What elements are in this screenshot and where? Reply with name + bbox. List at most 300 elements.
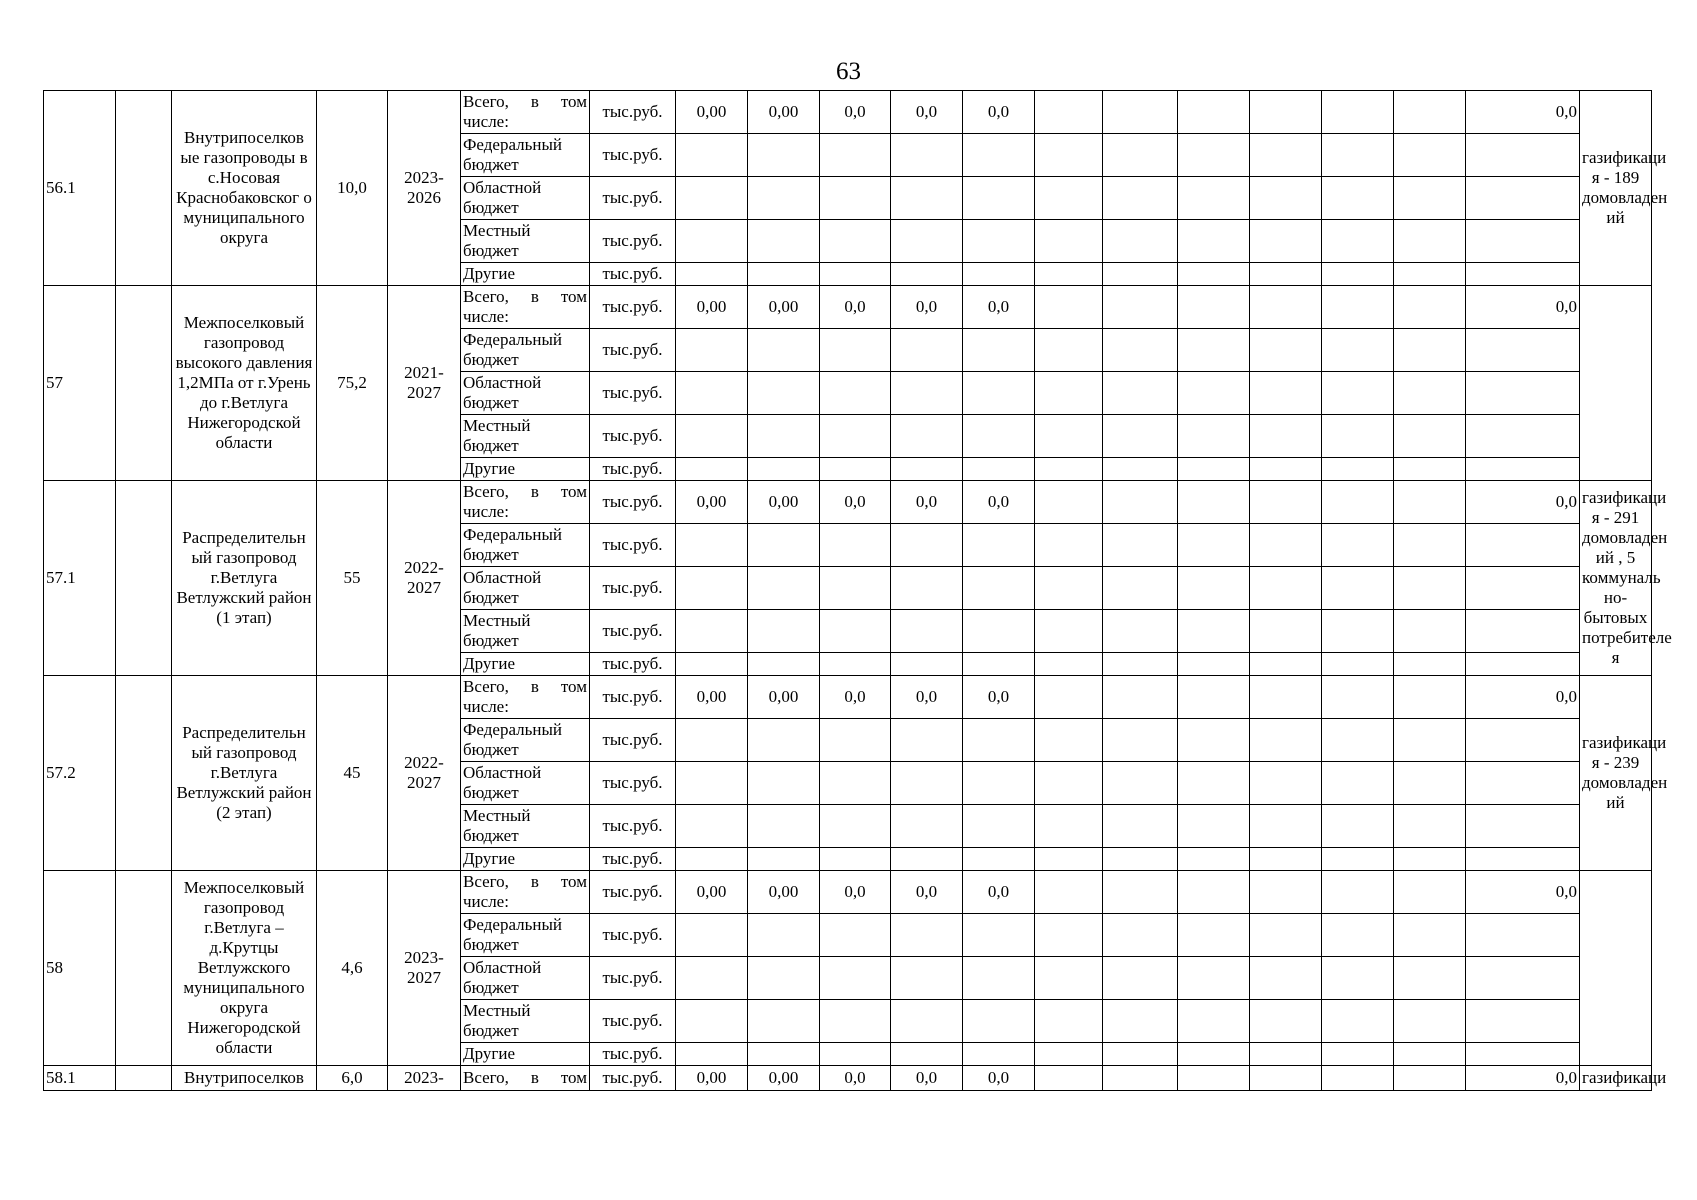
source-other: Другие bbox=[461, 458, 590, 481]
source-total-word: Всего, bbox=[463, 872, 509, 891]
total-value: 0,00 bbox=[676, 286, 748, 329]
empty-cell bbox=[891, 567, 963, 610]
empty-cell bbox=[1035, 610, 1103, 653]
empty-cell bbox=[1394, 653, 1466, 676]
unit-cell: тыс.руб. bbox=[590, 914, 676, 957]
length-value: 75,2 bbox=[317, 286, 388, 481]
source-local: Местный бюджет bbox=[461, 1000, 590, 1043]
empty-cell bbox=[676, 957, 748, 1000]
source-total-line2: числе: bbox=[463, 892, 509, 911]
empty-cell bbox=[820, 610, 891, 653]
empty-cell bbox=[676, 567, 748, 610]
table-row bbox=[44, 481, 1652, 524]
empty-cell bbox=[891, 177, 963, 220]
empty-cell bbox=[1103, 91, 1178, 134]
unit-cell: тыс.руб. bbox=[590, 134, 676, 177]
empty-cell bbox=[1394, 914, 1466, 957]
empty-cell bbox=[891, 762, 963, 805]
source-total-word: в bbox=[530, 1068, 539, 1087]
empty-cell bbox=[1103, 871, 1178, 914]
empty-cell bbox=[748, 610, 820, 653]
empty-cell bbox=[1250, 481, 1322, 524]
source-regional: Областной бюджет bbox=[461, 372, 590, 415]
table-row bbox=[44, 676, 1652, 719]
empty-cell bbox=[1322, 372, 1394, 415]
empty-cell bbox=[1322, 653, 1394, 676]
empty-cell bbox=[820, 458, 891, 481]
source-total-word: в bbox=[530, 482, 539, 501]
empty-cell bbox=[1035, 1066, 1103, 1091]
result-note: газификаци я - 189 домовладен ий bbox=[1580, 91, 1652, 286]
empty-cell bbox=[1394, 567, 1466, 610]
empty-cell bbox=[891, 458, 963, 481]
empty-cell bbox=[963, 263, 1035, 286]
empty-cell bbox=[1035, 91, 1103, 134]
empty-cell bbox=[1322, 914, 1394, 957]
empty-cell bbox=[1394, 871, 1466, 914]
source-total-word: в bbox=[530, 677, 539, 696]
empty-cell bbox=[1466, 914, 1580, 957]
unit-cell: тыс.руб. bbox=[590, 177, 676, 220]
unit-cell: тыс.руб. bbox=[590, 762, 676, 805]
empty-cell bbox=[748, 1043, 820, 1066]
empty-cell bbox=[1466, 458, 1580, 481]
source-total-word: том bbox=[560, 92, 587, 111]
empty-cell bbox=[1103, 286, 1178, 329]
unit-cell: тыс.руб. bbox=[590, 567, 676, 610]
source-local: Местный бюджет bbox=[461, 610, 590, 653]
empty-cell bbox=[963, 914, 1035, 957]
source-regional: Областной бюджет bbox=[461, 762, 590, 805]
sum-value: 0,0 bbox=[1466, 871, 1580, 914]
empty-cell bbox=[891, 263, 963, 286]
empty-cell bbox=[1466, 719, 1580, 762]
empty-cell bbox=[748, 848, 820, 871]
empty-cell bbox=[1103, 220, 1178, 263]
total-value: 0,00 bbox=[748, 871, 820, 914]
empty-cell bbox=[1250, 719, 1322, 762]
empty-cell bbox=[748, 177, 820, 220]
empty-cell bbox=[1466, 762, 1580, 805]
source-total bbox=[461, 676, 590, 719]
row-number: 56.1 bbox=[44, 91, 116, 286]
source-total-word: в bbox=[530, 92, 539, 111]
empty-cell bbox=[1103, 1066, 1178, 1091]
empty-cell bbox=[963, 957, 1035, 1000]
total-value: 0,0 bbox=[963, 871, 1035, 914]
source-total-line1 bbox=[463, 482, 587, 502]
empty-cell bbox=[748, 805, 820, 848]
empty-cell bbox=[820, 263, 891, 286]
empty-cell bbox=[1035, 220, 1103, 263]
empty-cell bbox=[676, 610, 748, 653]
empty-cell bbox=[1466, 653, 1580, 676]
empty-cell bbox=[1103, 567, 1178, 610]
empty-cell bbox=[963, 567, 1035, 610]
empty-cell bbox=[1466, 415, 1580, 458]
empty-cell bbox=[676, 914, 748, 957]
empty-cell bbox=[820, 762, 891, 805]
empty-cell bbox=[1394, 177, 1466, 220]
empty-cell bbox=[748, 372, 820, 415]
period-value: 2023- bbox=[388, 1066, 461, 1091]
total-value: 0,0 bbox=[963, 286, 1035, 329]
empty-cell bbox=[820, 1000, 891, 1043]
total-value: 0,0 bbox=[963, 1066, 1035, 1091]
empty-cell bbox=[1322, 762, 1394, 805]
empty-cell bbox=[963, 805, 1035, 848]
empty-cell bbox=[116, 871, 172, 1066]
empty-cell bbox=[1322, 134, 1394, 177]
empty-cell bbox=[820, 524, 891, 567]
empty-cell bbox=[748, 458, 820, 481]
empty-cell bbox=[1250, 957, 1322, 1000]
empty-cell bbox=[1322, 415, 1394, 458]
empty-cell bbox=[963, 220, 1035, 263]
empty-cell bbox=[676, 177, 748, 220]
empty-cell bbox=[963, 848, 1035, 871]
empty-cell bbox=[1250, 458, 1322, 481]
total-value: 0,0 bbox=[891, 286, 963, 329]
empty-cell bbox=[963, 177, 1035, 220]
empty-cell bbox=[820, 372, 891, 415]
source-total bbox=[461, 286, 590, 329]
empty-cell bbox=[1250, 653, 1322, 676]
empty-cell bbox=[1035, 871, 1103, 914]
empty-cell bbox=[963, 329, 1035, 372]
empty-cell bbox=[1103, 263, 1178, 286]
unit-cell: тыс.руб. bbox=[590, 458, 676, 481]
empty-cell bbox=[1035, 676, 1103, 719]
empty-cell bbox=[1035, 329, 1103, 372]
empty-cell bbox=[1250, 263, 1322, 286]
empty-cell bbox=[1322, 848, 1394, 871]
empty-cell bbox=[1466, 1043, 1580, 1066]
source-regional: Областной бюджет bbox=[461, 957, 590, 1000]
source-total-word: Всего, bbox=[463, 92, 509, 111]
empty-cell bbox=[1466, 177, 1580, 220]
unit-cell: тыс.руб. bbox=[590, 676, 676, 719]
empty-cell bbox=[676, 458, 748, 481]
empty-cell bbox=[748, 415, 820, 458]
empty-cell bbox=[1394, 805, 1466, 848]
empty-cell bbox=[1103, 415, 1178, 458]
empty-cell bbox=[1178, 653, 1250, 676]
empty-cell bbox=[891, 134, 963, 177]
empty-cell bbox=[1394, 524, 1466, 567]
empty-cell bbox=[676, 848, 748, 871]
empty-cell bbox=[1035, 1043, 1103, 1066]
funding-table bbox=[43, 90, 1672, 1091]
empty-cell bbox=[963, 458, 1035, 481]
empty-cell bbox=[1394, 1000, 1466, 1043]
empty-cell bbox=[963, 372, 1035, 415]
empty-cell bbox=[1178, 286, 1250, 329]
total-value: 0,0 bbox=[891, 871, 963, 914]
empty-cell bbox=[1322, 481, 1394, 524]
empty-cell bbox=[1178, 805, 1250, 848]
empty-cell bbox=[1103, 848, 1178, 871]
source-total-line2: числе: bbox=[463, 697, 509, 716]
result-note bbox=[1580, 286, 1652, 481]
result-note: газификаци я - 239 домовладен ий bbox=[1580, 676, 1652, 871]
source-total-word: том bbox=[560, 872, 587, 891]
source-federal: Федеральный бюджет bbox=[461, 524, 590, 567]
source-total-word: Всего, bbox=[463, 677, 509, 696]
empty-cell bbox=[1250, 1066, 1322, 1091]
source-total bbox=[461, 1066, 590, 1091]
empty-cell bbox=[1394, 458, 1466, 481]
total-value: 0,00 bbox=[676, 871, 748, 914]
empty-cell bbox=[1394, 848, 1466, 871]
empty-cell bbox=[1035, 805, 1103, 848]
empty-cell bbox=[1322, 458, 1394, 481]
source-total-word: Всего, bbox=[463, 482, 509, 501]
empty-cell bbox=[1322, 567, 1394, 610]
empty-cell bbox=[676, 1000, 748, 1043]
source-local: Местный бюджет bbox=[461, 805, 590, 848]
total-value: 0,00 bbox=[748, 1066, 820, 1091]
empty-cell bbox=[1394, 719, 1466, 762]
period-value: 2021- 2027 bbox=[388, 286, 461, 481]
empty-cell bbox=[891, 1043, 963, 1066]
empty-cell bbox=[963, 524, 1035, 567]
empty-cell bbox=[963, 134, 1035, 177]
total-value: 0,0 bbox=[820, 91, 891, 134]
empty-cell bbox=[676, 220, 748, 263]
unit-cell: тыс.руб. bbox=[590, 481, 676, 524]
empty-cell bbox=[1250, 1000, 1322, 1043]
empty-cell bbox=[891, 653, 963, 676]
empty-cell bbox=[1178, 91, 1250, 134]
empty-cell bbox=[1322, 676, 1394, 719]
object-name: Распределительн ый газопровод г.Ветлуга Ветлужский район (1 этап) bbox=[172, 481, 317, 676]
total-value: 0,00 bbox=[748, 91, 820, 134]
empty-cell bbox=[1250, 848, 1322, 871]
table-row bbox=[44, 91, 1652, 134]
empty-cell bbox=[748, 653, 820, 676]
total-value: 0,0 bbox=[820, 481, 891, 524]
empty-cell bbox=[748, 1000, 820, 1043]
total-value: 0,0 bbox=[820, 1066, 891, 1091]
empty-cell bbox=[1394, 610, 1466, 653]
empty-cell bbox=[676, 263, 748, 286]
empty-cell bbox=[1322, 220, 1394, 263]
empty-cell bbox=[1394, 481, 1466, 524]
empty-cell bbox=[1250, 1043, 1322, 1066]
empty-cell bbox=[1394, 134, 1466, 177]
empty-cell bbox=[1035, 567, 1103, 610]
empty-cell bbox=[1466, 524, 1580, 567]
source-total-line2: числе: bbox=[463, 112, 509, 131]
source-total-line1 bbox=[463, 287, 587, 307]
source-total-line2: числе: bbox=[463, 307, 509, 326]
unit-cell: тыс.руб. bbox=[590, 805, 676, 848]
source-total bbox=[461, 871, 590, 914]
empty-cell bbox=[891, 805, 963, 848]
source-total-word: Всего, bbox=[463, 287, 509, 306]
empty-cell bbox=[1250, 415, 1322, 458]
empty-cell bbox=[891, 914, 963, 957]
empty-cell bbox=[1250, 372, 1322, 415]
unit-cell: тыс.руб. bbox=[590, 91, 676, 134]
total-value: 0,00 bbox=[676, 676, 748, 719]
empty-cell bbox=[676, 653, 748, 676]
empty-cell bbox=[1178, 177, 1250, 220]
empty-cell bbox=[1103, 762, 1178, 805]
empty-cell bbox=[1103, 1043, 1178, 1066]
empty-cell bbox=[891, 848, 963, 871]
empty-cell bbox=[820, 220, 891, 263]
empty-cell bbox=[1394, 286, 1466, 329]
sum-value: 0,0 bbox=[1466, 1066, 1580, 1091]
empty-cell bbox=[1035, 719, 1103, 762]
unit-cell: тыс.руб. bbox=[590, 871, 676, 914]
total-value: 0,00 bbox=[676, 1066, 748, 1091]
empty-cell bbox=[748, 762, 820, 805]
empty-cell bbox=[1178, 481, 1250, 524]
source-total-line1 bbox=[463, 872, 587, 892]
empty-cell bbox=[676, 415, 748, 458]
total-value: 0,0 bbox=[891, 91, 963, 134]
empty-cell bbox=[1103, 719, 1178, 762]
empty-cell bbox=[1250, 762, 1322, 805]
empty-cell bbox=[1250, 567, 1322, 610]
empty-cell bbox=[1103, 914, 1178, 957]
total-value: 0,0 bbox=[820, 286, 891, 329]
empty-cell bbox=[1322, 1043, 1394, 1066]
empty-cell bbox=[963, 610, 1035, 653]
unit-cell: тыс.руб. bbox=[590, 263, 676, 286]
source-total bbox=[461, 91, 590, 134]
empty-cell bbox=[748, 220, 820, 263]
empty-cell bbox=[1394, 1066, 1466, 1091]
empty-cell bbox=[1035, 653, 1103, 676]
empty-cell bbox=[1322, 957, 1394, 1000]
period-value: 2022- 2027 bbox=[388, 676, 461, 871]
empty-cell bbox=[1035, 134, 1103, 177]
empty-cell bbox=[891, 719, 963, 762]
empty-cell bbox=[1103, 653, 1178, 676]
empty-cell bbox=[1466, 610, 1580, 653]
object-name: Межпоселковый газопровод г.Ветлуга – д.Крутцы Ветлужского муниципального округа Нижегородской области bbox=[172, 871, 317, 1066]
empty-cell bbox=[891, 1000, 963, 1043]
empty-cell bbox=[748, 134, 820, 177]
source-total-word: в bbox=[530, 872, 539, 891]
unit-cell: тыс.руб. bbox=[590, 1000, 676, 1043]
empty-cell bbox=[820, 177, 891, 220]
empty-cell bbox=[748, 524, 820, 567]
empty-cell bbox=[1394, 676, 1466, 719]
empty-cell bbox=[1250, 91, 1322, 134]
source-total-line1 bbox=[463, 677, 587, 697]
empty-cell bbox=[1178, 220, 1250, 263]
empty-cell bbox=[963, 762, 1035, 805]
empty-cell bbox=[1035, 524, 1103, 567]
empty-cell bbox=[1178, 1000, 1250, 1043]
empty-cell bbox=[1178, 676, 1250, 719]
sum-value: 0,0 bbox=[1466, 91, 1580, 134]
unit-cell: тыс.руб. bbox=[590, 329, 676, 372]
source-federal: Федеральный бюджет bbox=[461, 134, 590, 177]
empty-cell bbox=[1322, 719, 1394, 762]
source-total-word: том bbox=[560, 1068, 587, 1087]
empty-cell bbox=[820, 329, 891, 372]
empty-cell bbox=[820, 1043, 891, 1066]
empty-cell bbox=[748, 914, 820, 957]
empty-cell bbox=[963, 653, 1035, 676]
empty-cell bbox=[1035, 177, 1103, 220]
unit-cell: тыс.руб. bbox=[590, 957, 676, 1000]
empty-cell bbox=[1035, 1000, 1103, 1043]
empty-cell bbox=[1322, 286, 1394, 329]
empty-cell bbox=[1322, 871, 1394, 914]
empty-cell bbox=[1035, 415, 1103, 458]
source-total-line1 bbox=[463, 92, 587, 112]
unit-cell: тыс.руб. bbox=[590, 1043, 676, 1066]
empty-cell bbox=[1035, 286, 1103, 329]
total-value: 0,0 bbox=[963, 481, 1035, 524]
empty-cell bbox=[1035, 263, 1103, 286]
total-value: 0,0 bbox=[891, 481, 963, 524]
row-number: 58 bbox=[44, 871, 116, 1066]
empty-cell bbox=[1466, 220, 1580, 263]
object-name: Внутрипоселков ые газопроводы в с.Носовая Краснобаковског о муниципального округа bbox=[172, 91, 317, 286]
empty-cell bbox=[1103, 1000, 1178, 1043]
empty-cell bbox=[116, 676, 172, 871]
empty-cell bbox=[748, 567, 820, 610]
row-number: 58.1 bbox=[44, 1066, 116, 1091]
empty-cell bbox=[1250, 871, 1322, 914]
sum-value: 0,0 bbox=[1466, 676, 1580, 719]
total-value: 0,0 bbox=[820, 871, 891, 914]
empty-cell bbox=[1394, 91, 1466, 134]
total-value: 0,0 bbox=[891, 1066, 963, 1091]
empty-cell bbox=[1466, 263, 1580, 286]
length-value: 45 bbox=[317, 676, 388, 871]
empty-cell bbox=[748, 719, 820, 762]
table-body bbox=[44, 91, 1672, 1091]
length-value: 55 bbox=[317, 481, 388, 676]
empty-cell bbox=[676, 372, 748, 415]
empty-cell bbox=[1178, 415, 1250, 458]
unit-cell: тыс.руб. bbox=[590, 524, 676, 567]
empty-cell bbox=[820, 848, 891, 871]
empty-cell bbox=[1250, 805, 1322, 848]
table-row bbox=[44, 286, 1652, 329]
total-value: 0,0 bbox=[891, 676, 963, 719]
empty-cell bbox=[116, 286, 172, 481]
sum-value: 0,0 bbox=[1466, 481, 1580, 524]
object-name: Межпоселковый газопровод высокого давления 1,2МПа от г.Урень до г.Ветлуга Нижегородской области bbox=[172, 286, 317, 481]
empty-cell bbox=[1178, 263, 1250, 286]
empty-cell bbox=[1466, 329, 1580, 372]
empty-cell bbox=[1466, 957, 1580, 1000]
total-value: 0,00 bbox=[748, 676, 820, 719]
unit-cell: тыс.руб. bbox=[590, 286, 676, 329]
empty-cell bbox=[891, 329, 963, 372]
empty-cell bbox=[1250, 220, 1322, 263]
empty-cell bbox=[963, 1000, 1035, 1043]
empty-cell bbox=[1103, 177, 1178, 220]
object-name: Распределительн ый газопровод г.Ветлуга Ветлужский район (2 этап) bbox=[172, 676, 317, 871]
sum-value: 0,0 bbox=[1466, 286, 1580, 329]
empty-cell bbox=[676, 134, 748, 177]
empty-cell bbox=[1178, 329, 1250, 372]
empty-cell bbox=[963, 1043, 1035, 1066]
empty-cell bbox=[1103, 676, 1178, 719]
unit-cell: тыс.руб. bbox=[590, 372, 676, 415]
